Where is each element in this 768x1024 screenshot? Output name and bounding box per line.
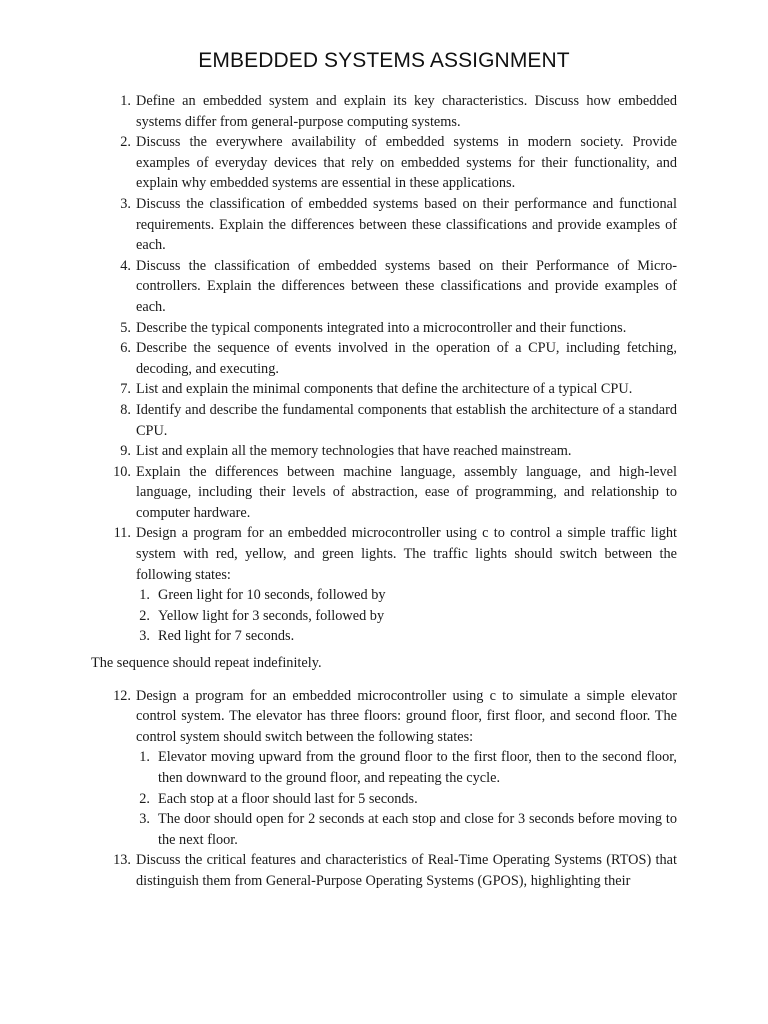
question-item — [120, 318, 677, 339]
question-text: Describe the typical components integrated into a microcontroller and their functions. — [136, 319, 627, 336]
question-list — [0, 91, 768, 647]
sub-item-text: Yellow light for 3 seconds, followed by — [158, 607, 385, 624]
question-text: Identify and describe the fundamental components that establish the architecture of a standard CPU. — [136, 401, 677, 439]
repeat-note: The sequence should repeat indefinitely. — [91, 655, 322, 672]
question-item — [113, 523, 677, 647]
sub-item-text: Elevator moving upward from the ground floor to the first floor, then to the second floor, then downward to the ground floor, and repeating the cycle. — [158, 749, 677, 786]
question-text: Discuss the everywhere availability of embedded systems in modern society. Provide examples of everyday devices that rely on embedded systems for their functionality, and explain why embedded systems are essential in these applications. — [136, 134, 677, 192]
question-item — [120, 379, 677, 400]
sub-list — [136, 747, 677, 850]
question-number: 12. — [113, 687, 131, 704]
question-text: Design a program for an embedded microcontroller using c to simulate a simple elevator control system. The elevator has three floors: ground floor, first floor, and second floor. The control system should switch between the following states: — [136, 687, 677, 745]
question-item — [113, 686, 677, 851]
question-number: 3. — [120, 195, 131, 212]
question-number: 6. — [120, 340, 131, 357]
document-title: EMBEDDED SYSTEMS ASSIGNMENT — [198, 49, 570, 72]
question-number: 11. — [113, 525, 131, 542]
question-item — [120, 91, 677, 132]
sub-item-number: 2. — [139, 790, 150, 807]
question-number: 9. — [120, 443, 131, 460]
question-text: Discuss the critical features and characteristics of Real-Time Operating Systems (RTOS) that distinguish them from General-Purpose Operating Systems (GPOS), highlighting their — [136, 852, 677, 889]
question-list-continued — [0, 686, 768, 892]
question-number: 2. — [120, 134, 131, 151]
question-text: List and explain the minimal components that define the architecture of a typical CPU. — [136, 381, 633, 398]
question-number: 10. — [113, 463, 131, 480]
question-number: 8. — [120, 401, 131, 418]
document-body — [0, 91, 768, 892]
sub-item-number: 2. — [139, 607, 150, 624]
question-text: Design a program for an embedded microcontroller using c to control a simple traffic light system with red, yellow, and green lights. The traffic lights should switch between the following states: — [136, 525, 677, 583]
question-text: Explain the differences between machine language, assembly language, and high-level language, including their levels of abstraction, ease of programming, and relationship to computer hardware. — [136, 463, 677, 521]
sub-item — [139, 747, 677, 788]
sub-item-number: 3. — [139, 811, 150, 828]
question-number: 5. — [120, 319, 131, 336]
question-text: Define an embedded system and explain its key characteristics. Discuss how embedded systems differ from general-purpose computing systems. — [136, 93, 677, 130]
question-text: Discuss the classification of embedded systems based on their performance and functional requirements. Explain the differences between these classifications and provide examples of each. — [136, 195, 677, 254]
sub-item-text: Red light for 7 seconds. — [158, 628, 295, 645]
sub-item — [139, 809, 677, 850]
question-item — [113, 850, 677, 891]
sub-item — [139, 789, 677, 810]
question-item — [120, 400, 677, 441]
sub-item — [139, 606, 677, 627]
sub-item-text: Green light for 10 seconds, followed by — [158, 587, 386, 604]
question-item — [120, 194, 677, 256]
sub-item-text: The door should open for 2 seconds at each stop and close for 3 seconds before moving to the next floor. — [158, 811, 677, 848]
question-text: List and explain all the memory technologies that have reached mainstream. — [136, 443, 572, 460]
sub-list — [136, 585, 677, 647]
question-text: Describe the sequence of events involved in the operation of a CPU, including fetching, decoding, and executing. — [136, 340, 677, 377]
question-item — [120, 256, 677, 318]
question-item — [120, 338, 677, 379]
sub-item-number: 3. — [139, 628, 150, 645]
question-text: Discuss the classification of embedded systems based on their Performance of Micro-controllers. Explain the differences between these classifications and provide examples of each. — [136, 257, 677, 315]
question-number: 4. — [120, 257, 131, 274]
sub-item — [139, 626, 677, 647]
question-number: 1. — [120, 93, 131, 109]
sub-item-number: 1. — [139, 749, 150, 766]
sub-item-text: Each stop at a floor should last for 5 seconds. — [158, 790, 418, 807]
sub-item — [139, 585, 677, 606]
sub-item-number: 1. — [139, 587, 150, 604]
question-item — [120, 132, 677, 194]
question-number: 13. — [113, 852, 131, 869]
question-number: 7. — [120, 381, 131, 398]
question-item — [120, 441, 677, 462]
question-item — [113, 462, 677, 524]
